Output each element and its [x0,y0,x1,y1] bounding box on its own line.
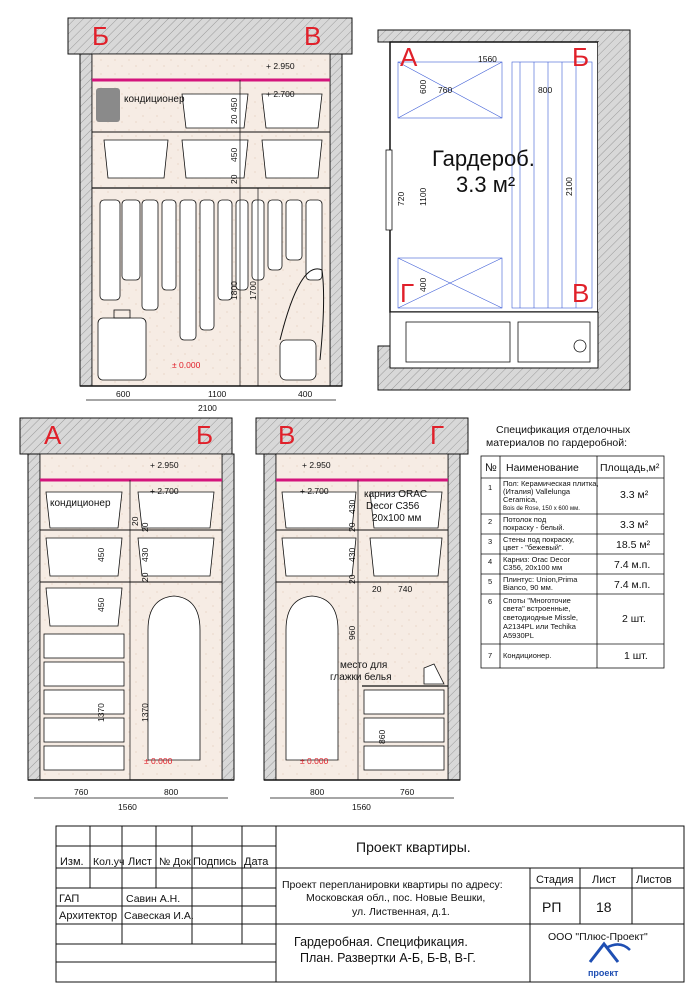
svg-text:Кондиционер.: Кондиционер. [503,651,552,660]
svg-text:20x100 мм: 20x100 мм [372,513,422,524]
svg-text:4: 4 [488,557,493,566]
svg-text:+ 2.950: + 2.950 [302,460,331,470]
svg-text:5: 5 [488,577,493,586]
washing-machine [518,322,590,362]
conditioner-label: кондиционер [124,94,185,105]
svg-text:света" встроенные,: света" встроенные, [503,604,571,613]
level-mark-2700: + 2.700 [266,89,295,99]
svg-text:№: № [485,462,497,474]
spec-title-1: Спецификация отделочных [496,424,631,436]
svg-text:1800: 1800 [229,281,239,300]
svg-text:Стадия: Стадия [536,874,574,886]
svg-text:Лист: Лист [592,874,616,886]
svg-text:ГАП: ГАП [59,893,80,905]
svg-text:740: 740 [398,584,413,594]
svg-text:Стены под покраску,: Стены под покраску, [503,535,575,544]
spec-table [481,424,664,668]
svg-text:2 шт.: 2 шт. [622,613,646,625]
svg-text:1700: 1700 [248,281,258,300]
svg-text:Дата: Дата [244,856,269,868]
svg-text:2: 2 [488,517,493,526]
svg-text:800: 800 [310,787,325,797]
title-block [56,826,684,982]
svg-text:покраску - белый.: покраску - белый. [503,523,565,532]
svg-text:(Италия) Vallelunga: (Италия) Vallelunga [503,487,571,496]
svg-text:20: 20 [140,522,150,532]
svg-text:960: 960 [347,625,357,640]
svg-text:Карниз: Orac Decor: Карниз: Orac Decor [503,555,570,564]
svg-text:760: 760 [400,787,415,797]
svg-text:3: 3 [488,537,493,546]
svg-text:20: 20 [229,114,239,124]
svg-text:2100: 2100 [564,177,574,196]
section-letter-b: Б [92,21,110,51]
svg-text:1100: 1100 [418,187,428,206]
svg-text:Bois de Rose, 150 x 600 мм.: Bois de Rose, 150 x 600 мм. [503,506,580,512]
svg-text:цвет - "бежевый".: цвет - "бежевый". [503,543,564,552]
svg-text:720: 720 [396,191,406,206]
spec-title-2: материалов по гардеробной: [486,437,628,449]
svg-text:20: 20 [229,174,239,184]
svg-text:кондиционер: кондиционер [50,498,111,509]
svg-text:20: 20 [347,522,357,532]
svg-text:Подпись: Подпись [193,856,237,868]
svg-text:Г: Г [400,278,415,308]
svg-text:20: 20 [372,584,382,594]
svg-text:20: 20 [140,572,150,582]
svg-text:450: 450 [229,147,239,162]
svg-text:600: 600 [116,389,131,399]
shelf-row-2 [104,140,322,178]
svg-text:1560: 1560 [118,802,137,812]
svg-text:Б: Б [196,420,214,450]
svg-text:+ 2.950: + 2.950 [150,460,179,470]
door-opening [386,150,392,230]
svg-text:Пол: Керамическая плитка,: Пол: Керамическая плитка, [503,479,599,488]
elevation-b-v [68,18,352,413]
left-wall [80,54,92,386]
svg-text:Ceramica,: Ceramica, [503,495,538,504]
svg-text:800: 800 [538,85,553,95]
svg-text:Г: Г [430,420,445,450]
svg-text:430: 430 [347,547,357,562]
svg-text:20: 20 [347,574,357,584]
svg-text:Архитектор: Архитектор [59,910,118,922]
svg-text:1370: 1370 [96,703,106,722]
svg-text:А: А [400,42,418,72]
svg-text:7: 7 [488,651,493,660]
svg-text:7.4 м.п.: 7.4 м.п. [614,559,651,571]
level-mark-zero: ± 0.000 [172,360,201,370]
svg-text:РП: РП [542,899,562,915]
svg-text:C356, 20x100 мм: C356, 20x100 мм [503,563,563,572]
svg-text:1: 1 [488,483,493,492]
svg-text:+ 2.700: + 2.700 [300,486,329,496]
svg-text:Б: Б [572,42,590,72]
svg-text:ул. Лиственная, д.1.: ул. Лиственная, д.1. [352,906,450,918]
svg-text:A5930PL: A5930PL [503,631,534,640]
svg-text:Споты "Многоточие: Споты "Многоточие [503,596,571,605]
svg-text:Московская обл., пос. Новые Ве: Московская обл., пос. Новые Вешки, [306,892,486,904]
svg-text:светодиодные Missle,: светодиодные Missle, [503,613,578,622]
svg-text:Савин А.Н.: Савин А.Н. [126,893,181,905]
svg-text:проект: проект [588,968,619,978]
svg-text:+ 2.700: + 2.700 [150,486,179,496]
svg-text:Потолок под: Потолок под [503,515,547,524]
svg-text:± 0.000: ± 0.000 [144,756,173,766]
company-logo [588,944,630,978]
svg-text:20: 20 [130,516,140,526]
svg-text:400: 400 [298,389,313,399]
svg-text:План. Развертки А-Б, Б-В, В-Г.: План. Развертки А-Б, Б-В, В-Г. [300,951,476,965]
svg-text:450: 450 [96,597,106,612]
section-letter-v: В [304,21,322,51]
svg-text:1 шт.: 1 шт. [624,650,648,662]
right-wall [330,54,342,386]
svg-text:1370: 1370 [140,703,150,722]
svg-text:Савеская И.А.: Савеская И.А. [124,910,194,922]
svg-text:карниз ORAC: карниз ORAC [364,489,428,500]
svg-text:А: А [44,420,62,450]
svg-text:В: В [572,278,590,308]
svg-text:3.3 м²: 3.3 м² [620,489,649,501]
project-title: Проект квартиры. [356,839,471,855]
svg-text:1560: 1560 [352,802,371,812]
svg-text:800: 800 [164,787,179,797]
svg-text:18.5 м²: 18.5 м² [616,539,651,551]
svg-text:место для: место для [340,660,388,671]
svg-text:7.4 м.п.: 7.4 м.п. [614,579,651,591]
svg-text:6: 6 [488,597,493,606]
company-name: ООО "Плюс-Проект" [548,931,648,943]
svg-text:Изм.: Изм. [60,856,84,868]
svg-text:400: 400 [418,277,428,292]
svg-text:Гардеробная. Спецификация.: Гардеробная. Спецификация. [294,935,468,949]
svg-text:2100: 2100 [198,403,217,413]
svg-text:Плинтус: Union,Prima: Плинтус: Union,Prima [503,575,578,584]
svg-text:600: 600 [418,79,428,94]
svg-text:450: 450 [96,547,106,562]
svg-text:450: 450 [229,97,239,112]
svg-text:± 0.000: ± 0.000 [300,756,329,766]
svg-text:В: В [278,420,296,450]
conditioner-unit [96,88,120,122]
room-area: 3.3 м² [456,172,516,197]
svg-text:Лист: Лист [128,856,152,868]
svg-text:860: 860 [377,729,387,744]
svg-text:Bianco, 90 мм.: Bianco, 90 мм. [503,583,553,592]
svg-text:Листов: Листов [636,874,672,886]
svg-text:760: 760 [438,85,453,95]
svg-text:430: 430 [347,499,357,514]
svg-text:18: 18 [596,899,612,915]
room-name: Гардероб. [432,146,535,171]
floor-plan [378,30,630,390]
svg-text:№ Док: № Док [159,856,191,868]
elevation-v-g [256,418,468,812]
svg-text:430: 430 [140,547,150,562]
svg-text:760: 760 [74,787,89,797]
suitcase [98,318,146,380]
svg-text:Площадь,м²: Площадь,м² [600,462,660,474]
svg-text:глажки белья: глажки белья [330,672,392,683]
level-mark-2950: + 2.950 [266,61,295,71]
svg-text:Проект перепланировки квартиры: Проект перепланировки квартиры по адресу: [282,879,503,891]
bathtub [406,322,510,362]
vacuum-cleaner [280,340,316,380]
elevation-a-b [20,418,234,812]
svg-text:3.3 м²: 3.3 м² [620,519,649,531]
svg-text:Decor C356: Decor C356 [366,501,420,512]
svg-text:1100: 1100 [208,389,227,399]
svg-text:Наименование: Наименование [506,462,579,474]
svg-text:Кол.уч: Кол.уч [93,856,125,868]
svg-text:A2134PL или Techika: A2134PL или Techika [503,622,576,631]
svg-text:1560: 1560 [478,54,497,64]
